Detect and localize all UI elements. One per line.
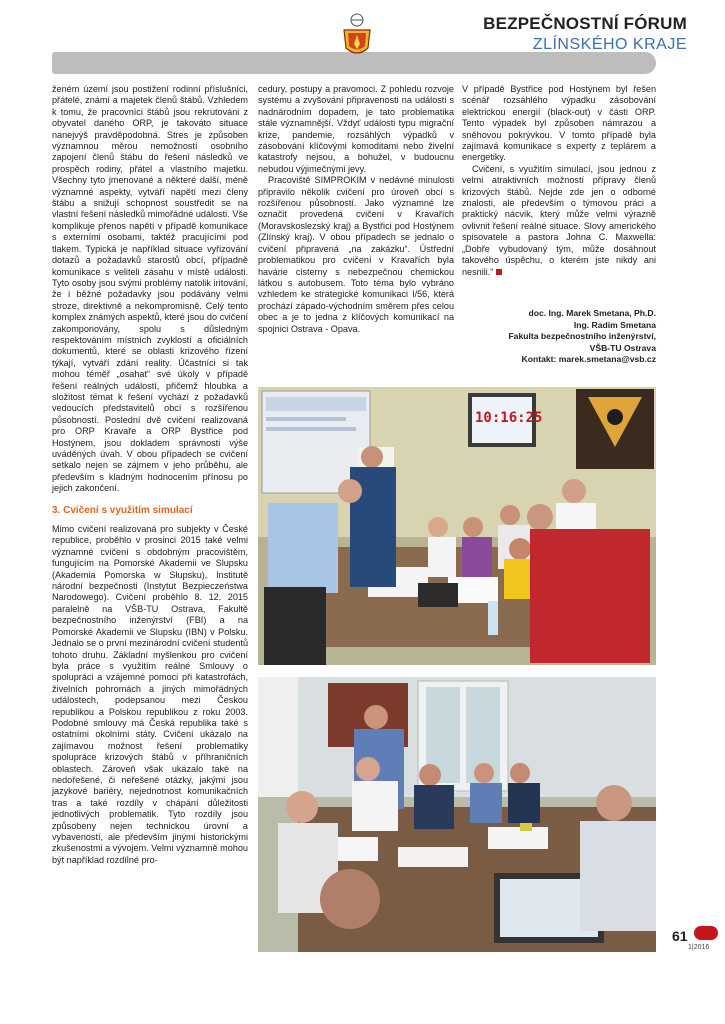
photo-exercise-room — [258, 387, 656, 665]
brand-title: BEZPEČNOSTNÍ FÓRUM — [483, 14, 687, 33]
paragraph: cedury, postupy a pravomoci. Z pohledu rozvoje systému a zvyšování připravenosti na události s nadnárodním dopadem, je tato problematika stále významnější. Vždyť události typu migrační krize, pandemie, rozsáhlých výpadků v zásobování klíčovými komoditami nebo živelní katastrofy nejsou, a bohužel, v budoucnu nebudou výjimečnými jevy. — [258, 84, 454, 174]
author-faculty: Fakulta bezpečnostního inženýrství, — [508, 331, 656, 342]
paragraph-text: Cvičení, s využitím simulací, jsou jednou z velmi atraktivních možností přípravy členů krizových štábů. Nejde zde jen o odborné znalosti, ale především o týmovou práci a praktický nácvik, který může velmi výrazně ovlivnit řešení reálné situace. Slovy amerického spisovatele a pastora Johna C. Maxwella: „Dobře vybudovaný tým, může dosáhnout takového úspěchu, o kterém jste nikdy ani nesnili.“ — [462, 163, 656, 277]
magazine-logo-icon — [694, 926, 718, 940]
text-column-1 — [52, 84, 248, 866]
text-column-2 — [258, 84, 454, 335]
brand-subtitle: ZLÍNSKÉHO KRAJE — [532, 36, 687, 53]
author-name-2: Ing. Radim Smetana — [573, 319, 656, 330]
author-university: VŠB-TU Ostrava — [589, 342, 656, 353]
paragraph: V případě Bystřice pod Hostýnem byl řešen scénář rozsáhlého výpadku zásobování elektrickou energií (black-out) v části ORP. Tento výpadek byl způsoben námrazou a sněhovou pokrývkou. V tomto případě byla zajímavá komunikace s experty z teplárem a energetiky. — [462, 84, 656, 163]
wall-clock-display: 10:16:25 — [475, 410, 543, 426]
paragraph: Mimo cvičení realizovaná pro subjekty v České republice, proběhlo v prosinci 2015 také velmi významné cvičení s obdobným pracovištěm, fungujícím na Pomorské Akademii ve Slupsku (Akademia Pomorska w Słupsku), Institutě národní bezpečnosti (Instytut Bezpieczeństwa Narodowego). Cvičení proběhlo 8. 12. 2015 paralelně na VŠB-TU Ostrava, Fakultě bezpečnostního inženýrství (FBI) a na Pomorské Akademii ve Slupsku (IBN) v Polsku. Jednalo se o první mezinárodní cvičení studentů tohoto druhu. Základní myšlenkou pro cvičení byla práce s využitím reálné Smlouvy o spolupráci a vzájemné pomoci při katastrofách, živelních pohromách a jiných mimořádných událostech, podepsanou mezi Českou republikou a Polskou republikou z roku 2003. Podobné smlouvy má Česká republika také s ostatními okolními státy. Cvičení ukázalo na zajímavou možnost řešení problematiky spolupráce krizových štábů v příhraničních oblastech. Zároveň však ukázalo také na nedořešené, či neřešené otázky, jakými jsou jazykové bariéry, nejednotnost komunikačních tras a také rozdíly v chápání důležitosti jednotlivých problematik. Tyto rozdíly jsou způsobeny nejen technickou úrovní a vybaveností, ale především jinými historickými zkušenostmi a vývojem. Velmi významně mohou být například rozdílné pro- — [52, 524, 248, 865]
author-name-1: doc. Ing. Marek Smetana, Ph.D. — [528, 308, 656, 318]
photo-exercise-table — [258, 677, 656, 952]
text-column-3 — [462, 84, 656, 278]
article-end-mark — [496, 269, 502, 275]
fire-brigade-emblem-icon — [340, 10, 374, 60]
author-signature — [462, 308, 656, 366]
brand-logo — [483, 14, 687, 54]
page-number: 61 — [672, 928, 688, 944]
paragraph — [462, 164, 656, 278]
paragraph: ženém území jsou postižení rodinní příslušníci, přátelé, známí a majetek členů štábů. Vzhledem k tomu, že pracovníci štábů jsou rekrutováni z obyvatel daného ORP, je takováto situace nanejvýš pravděpodobná. Stres je způsoben významnou měrou nemožností osobního zapojení členů štábu do řešení následků ve prospěch rodiny, přátel a vlastního majetku. Všechny tyto jmenované a některé další, méně významné aspekty, vytváří napětí mezi členy štábu a snižují schopnost soustředit se na vlastní řešení následků mimořádné události. Vše komplikuje přenos napětí v případě komunikace s externími osobami, taktéž pracujícími pod tlakem. Typická je například situace vyřizování dotazů a požadavků starostů obcí, případně komunikace s veliteli zásahu v místě události. Tyto osoby jsou svými problémy natolik iritování, že i běžné požadavky jsou podávány velmi stroze, direktivně a nekompromisně. Celý tento komplex známých aspektů, které jsou do cvičení zakomponovány, spolu s důsledným respektováním místních zvyklostí a oficiálních dokumentů, které se oblasti krizového řízení týkají, vytváří zdání reality. Účastníci si tak mohou téměř „osahat“ své úkoly v případě řešení reálných událostí, přičemž hloubka a složitost témat k řešení vychází z požadavků vedoucích představitelů obcí s rozšířenou působností. Poslední dvě cvičení realizovaná pro ORP Kravaře a ORP Bystřice pod Hostýnem, jsou dokladem správnosti výše uváděných úvah. V obou případech se cvičení setkalo nejen se zájmem v jeho průběhu, ale především s kladným hodnocením přínosu po jejich zakončení. — [52, 84, 248, 494]
issue-number: 1|2016 — [688, 944, 710, 951]
paragraph: Pracoviště SIMPROKIM v nedávné minulosti připravilo několik cvičení pro úroveň obcí s rozšířenou působností. Jako významné lze označit provedená cvičení v Kravařích (Moravskoslezský kraj) a Bystřici pod Hostýnem (Zlínský kraj). V obou případech se jednalo o cvičení připravená „na zakázku“. Ústřední problematikou pro cvičení v Kravařích byla havárie cisterny s nebezpečnou chemickou látkou s autobusem. Toto téma bylo vybráno vzhledem ke strategické komunikaci I/56, která prochází západo-východním směrem přes celou obec a je to jedna z klíčových komunikací na spojnici Ostrava - Opava. — [258, 175, 454, 334]
section-heading: 3. Cvičení s využitím simulací — [52, 504, 193, 516]
author-contact: Kontakt: marek.smetana@vsb.cz — [521, 354, 656, 365]
